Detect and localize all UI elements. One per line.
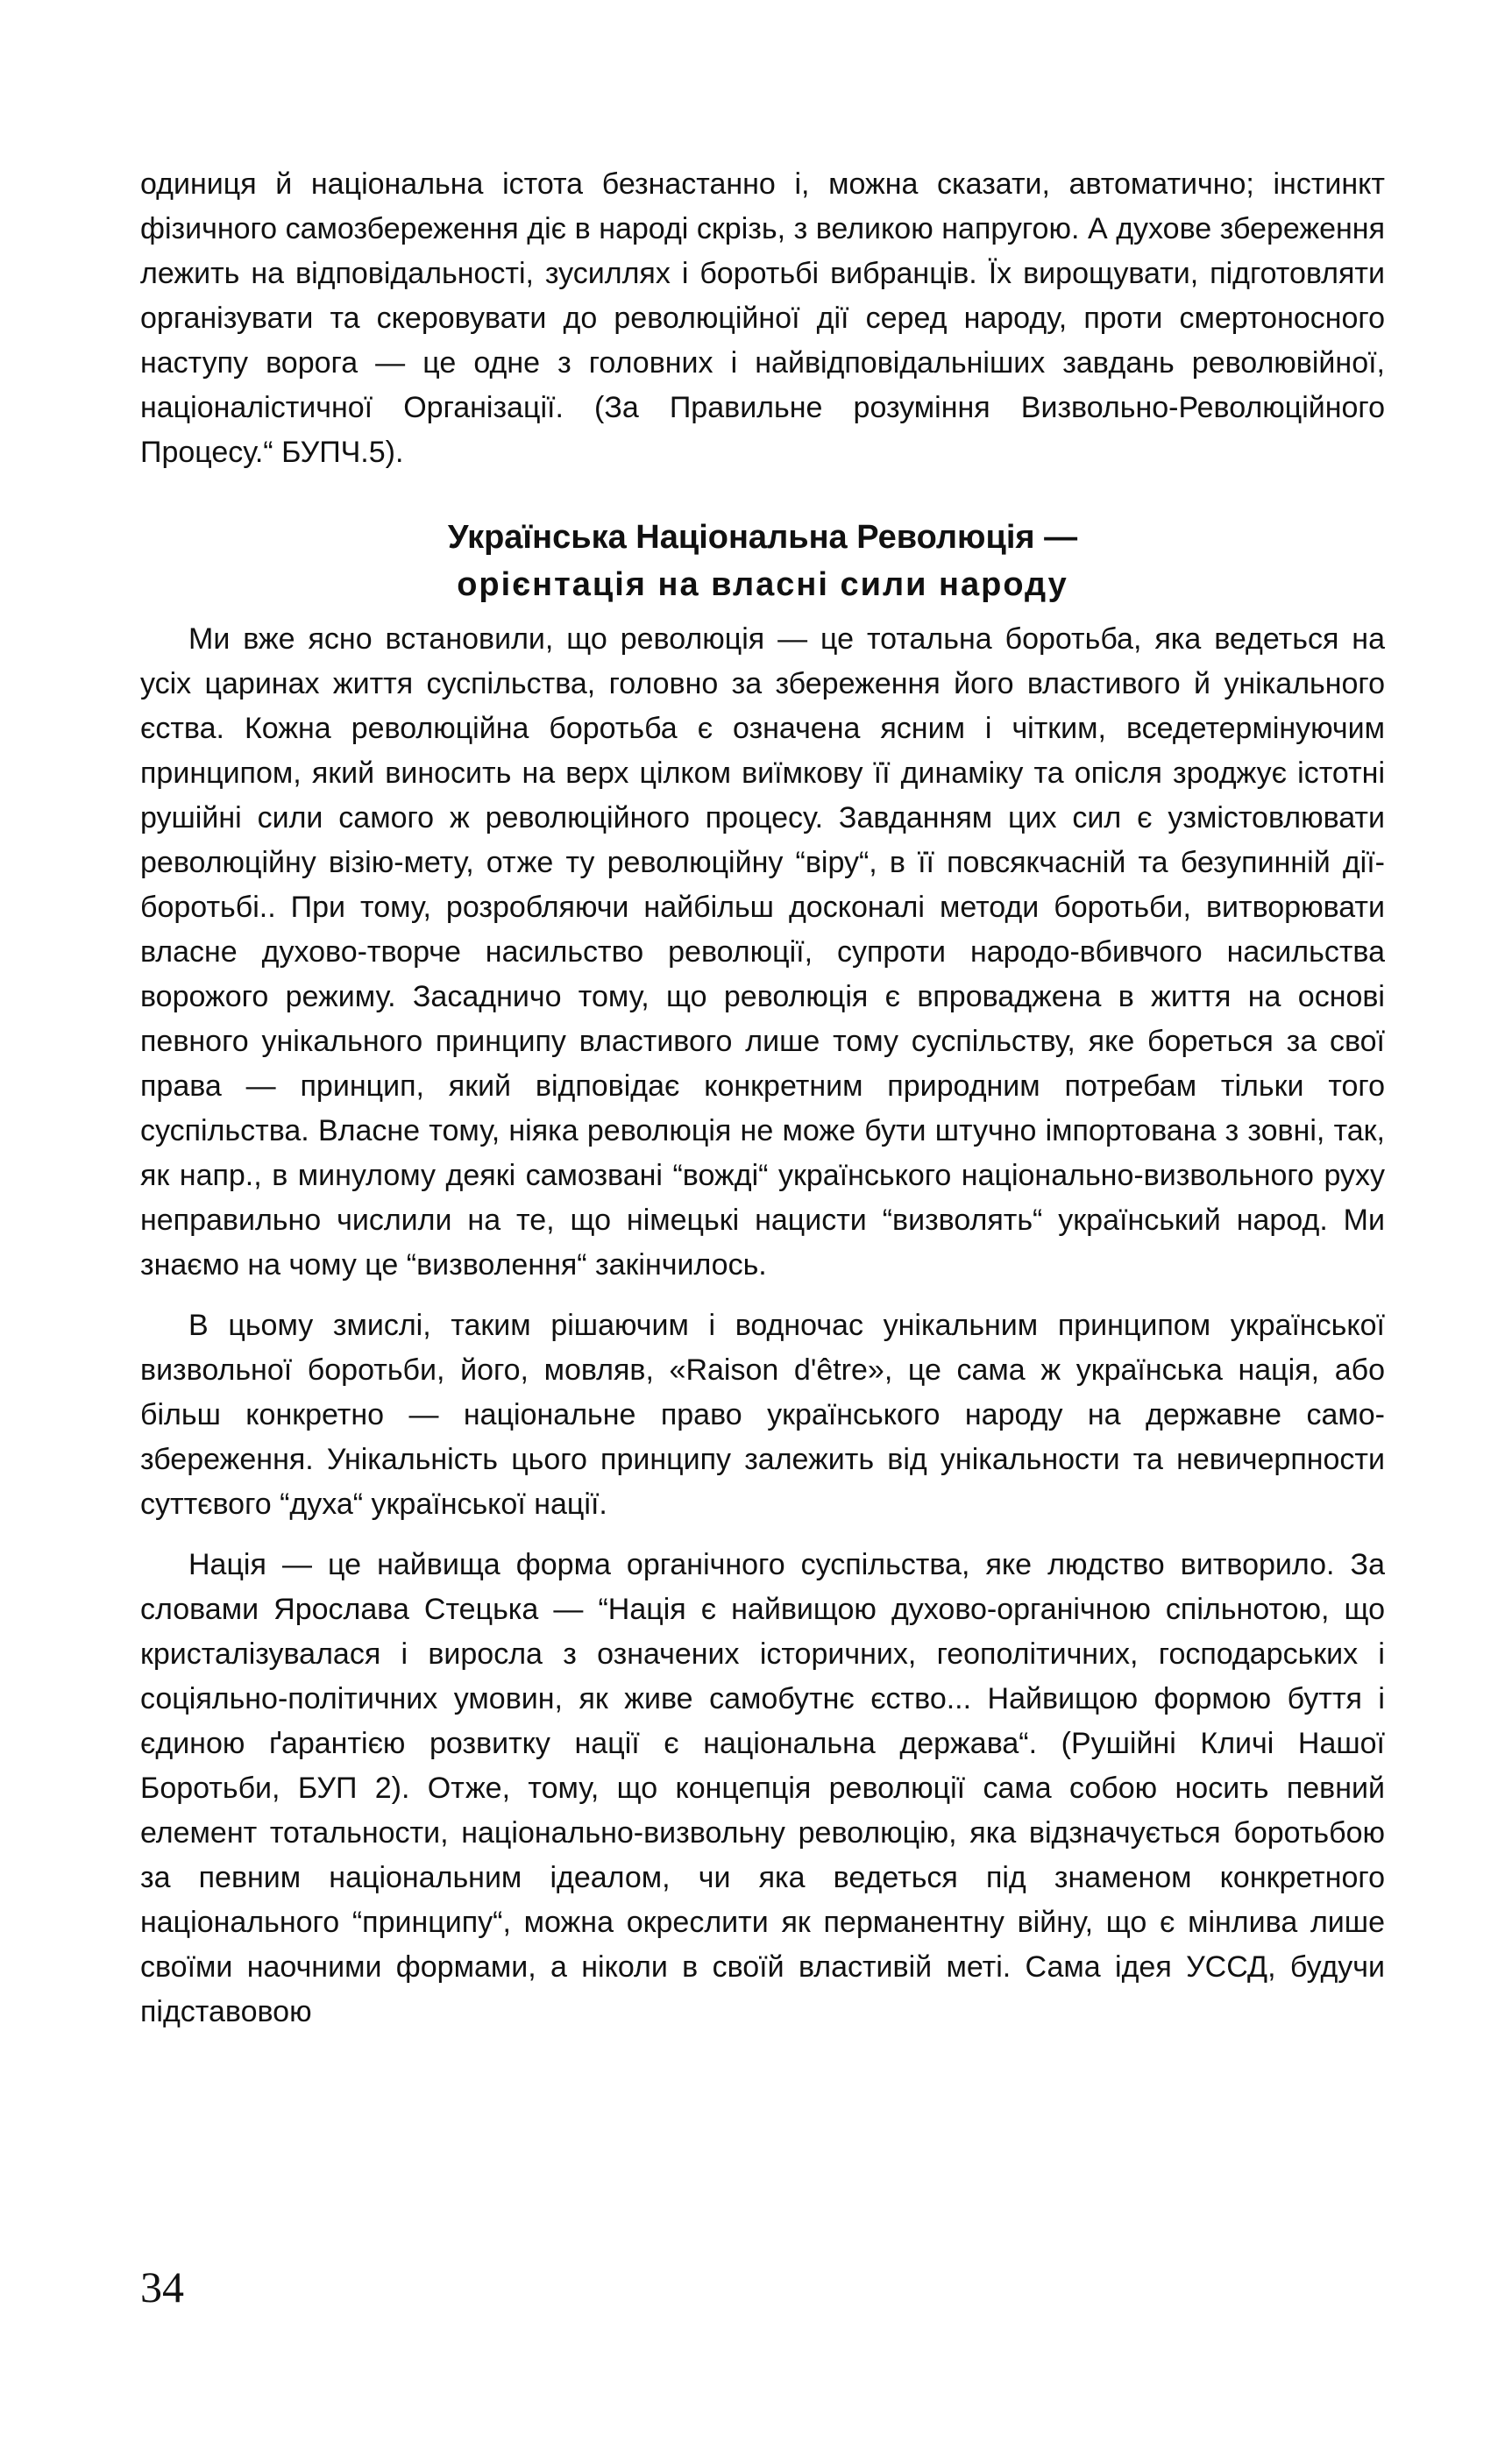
- paragraph-3: Нація — це найвища форма органічного суспільства, яке людство витворило. За словами Ярослава Стецька — “Нація є найвищою духово-органічною спільнотою, що кристалізувалася і виросла з означених історичних, геополітичних, господарських і соціяльно-політичних умовин, як живе самобутнє єство... Найвищою формою буття і єдиною ґарантією розвитку нації є національна держава“. (Рушійні Кличі Нашої Боротьби, БУП 2). Отже, тому, що концепція революції сама собою носить певний елемент тотальности, національно-визвольну революцію, яка відзначується боротьбою за певним національним ідеалом, чи яка ведеться під знаменом конкретного національного “принципу“, можна окреслити як перманентну війну, що є мінлива лише своїми наочними формами, а ніколи в своїй властивій меті. Сама ідея УССД, будучи підставовою: [140, 1548, 1385, 2028]
- paragraph-2: В цьому змислі, таким рішаючим і водночас унікальним принципом української визвольної боротьби, його, мовляв, «Raison d'être», це сама ж українська нація, або більш конкретно — національне право українського народу на державне само-збереження. Унікальність цього принципу залежить від унікальности та невичерпности суттєвого “духа“ української нації.: [140, 1309, 1385, 1521]
- page-number: 34: [140, 2262, 184, 2312]
- heading-line-1: Українська Національна Революція —: [447, 519, 1078, 556]
- paragraph-1: Ми вже ясно встановили, що революція — це тотальна боротьба, яка ведеться на усіх царинах життя суспільства, головно за збереження його властивого й унікального єства. Кожна революційна боротьба є означена ясним і чітким, вседетермінуючим принципом, який виносить на верх цілком виїмкову її динаміку та опісля зроджує істотні рушійні сили самого ж революційного процесу. Завданням цих сил є узмістовлювати революційну візію-мету, отже ту революційну “віру“, в її повсякчасній та безупинній дії-боротьбі.. При тому, розробляючи найбільш досконалі методи боротьби, витворювати власне духово-творче насильство революції, супроти народо-вбивчого насильства ворожого режиму. Засадничо тому, що революція є впроваджена в життя на основі певного унікального принципу властивого лише тому суспільству, яке бореться за свої права — принцип, який відповідає конкретним природним потребам тільки того суспільства. Власне тому, ніяка революція не може бути штучно імпортована з зовні, так, як напр., в минулому деякі самозвані “вожді“ українського національно-визвольного руху неправильно числили на те, що німецькі нацисти “визволять“ український народ. Ми знаємо на чому це “визволення“ закінчилось.: [140, 622, 1385, 1282]
- paragraph-top: одиниця й національна істота безнастанно і, можна сказати, автоматично; інстинкт фізичного самозбереження діє в народі скрізь, з великою напругою. А духове збереження лежить на відповідальності, зусиллях і боротьбі вибранців. Їх вирощувати, підготовляти організувати та скеровувати до революційної дії серед народу, проти смертоносного наступу ворога — це одне з головних і найвідповідальніших завдань револювійної, націоналістичної Організації. (За Правильне розуміння Визвольно-Революційного Процесу.“ БУПЧ.5).: [140, 167, 1385, 469]
- heading-line-2: орієнтація на власні сили народу: [457, 566, 1068, 603]
- page-body: [140, 162, 1385, 2035]
- section-heading: [140, 514, 1385, 608]
